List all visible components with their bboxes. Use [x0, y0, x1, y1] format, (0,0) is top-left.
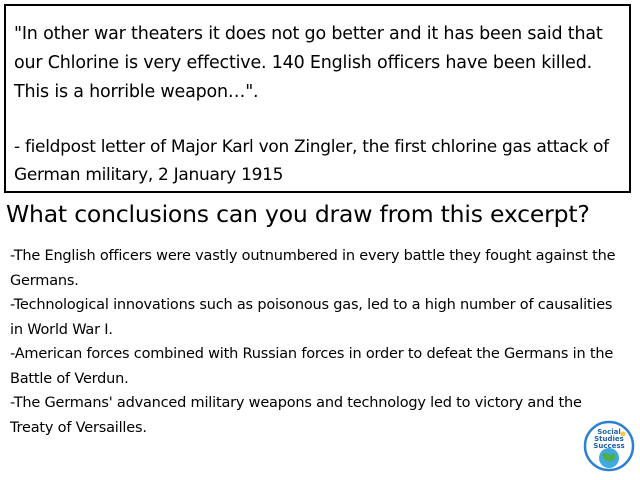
logo-text: Social	[597, 428, 621, 436]
answer-option-2[interactable]: -Technological innovations such as poisonous gas, led to a high number of causalities in World War I.	[10, 297, 613, 338]
quote-attribution: - fieldpost letter of Major Karl von Zingler, the first chlorine gas attack of German military, 2 January 1915	[14, 137, 609, 185]
logo-text: Success	[593, 442, 625, 450]
answer-options	[8, 244, 618, 440]
social-studies-success-logo	[583, 420, 635, 472]
quote-box	[4, 4, 631, 193]
question-prompt: What conclusions can you draw from this excerpt?	[6, 200, 590, 228]
answer-option-3[interactable]: -American forces combined with Russian forces in order to defeat the Germans in the Battle of Verdun.	[10, 346, 614, 387]
answer-option-1[interactable]: -The English officers were vastly outnumbered in every battle they fought against the Germans.	[10, 248, 616, 289]
answer-option-4[interactable]: -The Germans' advanced military weapons and technology led to victory and the Treaty of Versailles.	[10, 395, 582, 436]
quote-text: "In other war theaters it does not go better and it has been said that our Chlorine is very effective. 140 English officers have been killed. This is a horrible weapon…".	[14, 24, 603, 102]
logo-text: Studies	[594, 435, 624, 443]
